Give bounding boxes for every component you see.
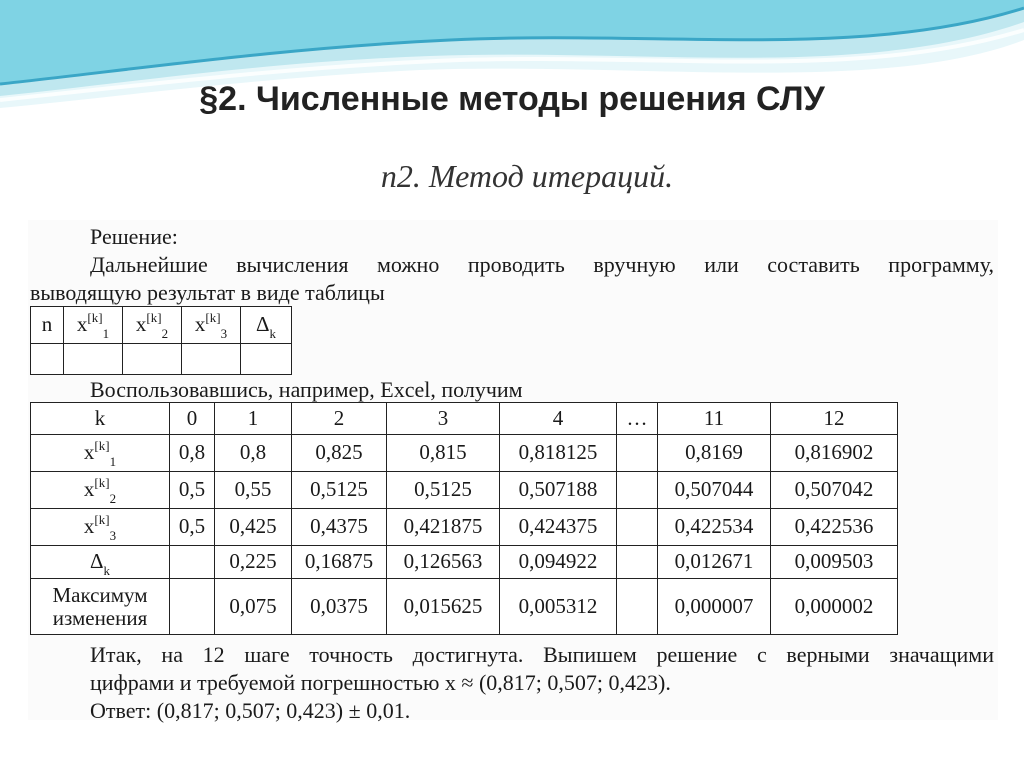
table-cell: 0,507044 [658,472,771,509]
slide-subtitle: п2. Метод итераций. [380,158,674,194]
template-header-x1: $x[k]_1$ [64,307,123,344]
table-cell: 0,815 [387,435,500,472]
table-cell: 0,422534 [658,509,771,546]
table-cell: 0,8 [215,435,292,472]
table-cell: 0,507042 [771,472,898,509]
table-cell: 0,5 [170,509,215,546]
results-row-x2 [31,472,898,509]
results-header-col: 0 [170,403,215,435]
template-header-x3: $x[k]_3$ [182,307,241,344]
table-cell: 0,55 [215,472,292,509]
table-cell: 0,5125 [387,472,500,509]
results-header-col: 1 [215,403,292,435]
table-cell: 0,225 [215,546,292,579]
table-cell: 0,8 [170,435,215,472]
table-cell: 0,421875 [387,509,500,546]
table-cell: 0,075 [215,579,292,635]
results-header-col: 3 [387,403,500,435]
template-empty-cell [64,344,123,375]
table-cell: 0,16875 [292,546,387,579]
template-empty-cell [31,344,64,375]
table-cell: 0,818125 [500,435,617,472]
intro-line-1: Дальнейшие вычисления можно проводить вручную или составить программу, [90,252,994,277]
row-label-x1: $x[k]_1$ [31,435,170,472]
table-cell [617,546,658,579]
table-cell: 0,126563 [387,546,500,579]
table-cell: 0,4375 [292,509,387,546]
results-header-col: 12 [771,403,898,435]
table-cell: 0,507188 [500,472,617,509]
table-cell: 0,012671 [658,546,771,579]
results-row-x3 [31,509,898,546]
table-cell [170,546,215,579]
results-header-col: … [617,403,658,435]
table-cell: 0,000007 [658,579,771,635]
table-cell: 0,005312 [500,579,617,635]
table-cell: 0,8169 [658,435,771,472]
template-header-x2: $x[k]_2$ [123,307,182,344]
template-header-delta: $\Delta_k$ [241,307,292,344]
table-cell [617,509,658,546]
table-cell: 0,0375 [292,579,387,635]
row-label-x3: $x[k]_3$ [31,509,170,546]
excel-line: Воспользовавшись, например, Excel, получим [90,377,523,402]
table-cell: 0,816902 [771,435,898,472]
table-cell: 0,424375 [500,509,617,546]
document-excerpt [28,220,998,723]
table-cell [617,435,658,472]
slide-title: §2. Численные методы решения СЛУ [199,80,825,118]
row-label-delta: $\Delta_k$ [31,546,170,579]
results-table [30,402,898,635]
solution-heading: Решение: [90,224,178,249]
table-cell: 0,5125 [292,472,387,509]
answer-line: Ответ: (0,817; 0,507; 0,423) ± 0,01. [90,698,411,723]
table-cell: 0,000002 [771,579,898,635]
table-cell [617,472,658,509]
results-row-max-change [31,579,898,635]
table-cell: 0,5 [170,472,215,509]
results-header-k: k [31,403,170,435]
table-cell [617,579,658,635]
results-row-x1 [31,435,898,472]
table-cell [170,579,215,635]
conclusion-line-2: цифрами и требуемой погрешностью x ≈ (0,817; 0,507; 0,423). [90,670,671,695]
intro-line-2: выводящую результат в виде таблицы [30,280,385,305]
conclusion-line-1: Итак, на 12 шаге точность достигнута. Выпишем решение с верными значащими [90,642,994,667]
results-header-col: 2 [292,403,387,435]
row-label-max-change: Максимум изменения [31,579,170,635]
results-row-delta [31,546,898,579]
table-cell: 0,009503 [771,546,898,579]
results-header-col: 4 [500,403,617,435]
table-cell: 0,094922 [500,546,617,579]
template-header-n: n [31,307,64,344]
row-label-x2: $x[k]_2$ [31,472,170,509]
template-empty-cell [123,344,182,375]
template-table [30,306,292,375]
template-empty-cell [182,344,241,375]
table-cell: 0,825 [292,435,387,472]
results-header-col: 11 [658,403,771,435]
template-empty-cell [241,344,292,375]
table-cell: 0,422536 [771,509,898,546]
table-cell: 0,425 [215,509,292,546]
table-cell: 0,015625 [387,579,500,635]
